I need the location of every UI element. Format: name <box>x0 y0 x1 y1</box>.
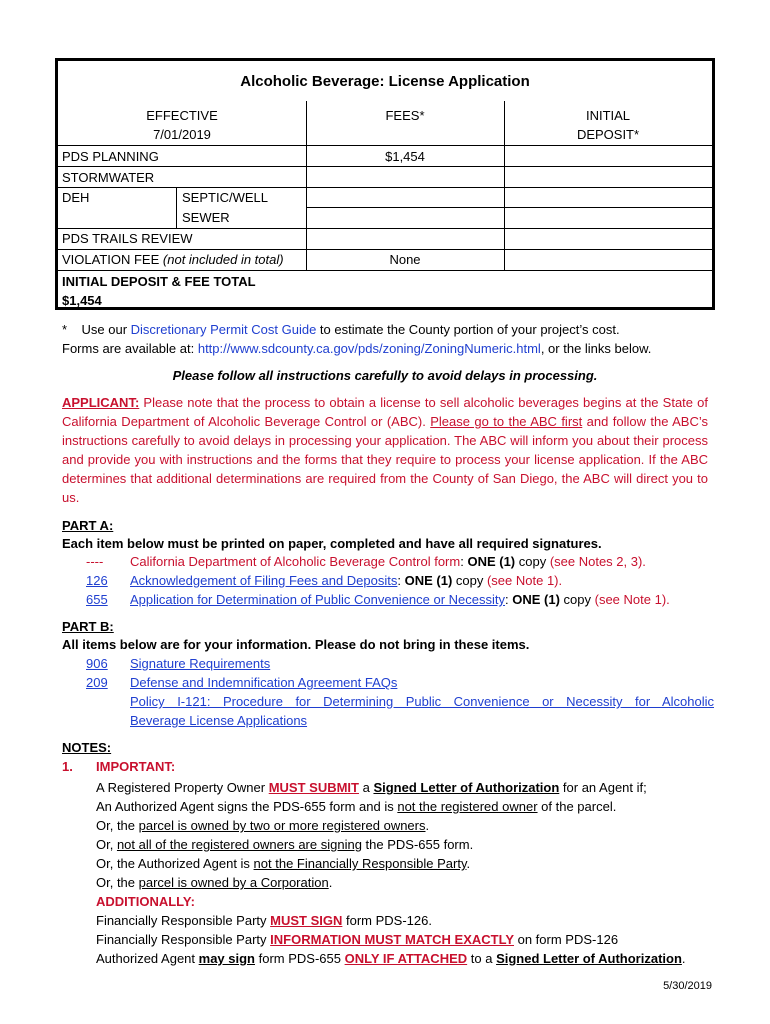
row-violation-fee: VIOLATION FEE (not included in total) <box>62 252 284 267</box>
note-line: Financially Responsible Party MUST SIGN form PDS-126. <box>96 913 432 928</box>
policy-link-line2[interactable]: Beverage License Applications <box>130 713 308 728</box>
header-fees: FEES* <box>385 108 425 123</box>
policy-link-line1[interactable]: Policy I-121: Procedure for Determining Public Convenience or Necessity for Alcoholic <box>130 694 714 709</box>
abc-form-link[interactable]: California Department of Alcoholic Beverage Control form <box>130 554 461 569</box>
divider <box>58 187 712 188</box>
row-sewer: SEWER <box>182 210 230 225</box>
note-line: Or, the parcel is owned by two or more registered owners. <box>96 818 430 833</box>
important-label: IMPORTANT: <box>96 759 176 774</box>
forms-line: Forms are available at: http://www.sdcounty.ca.gov/pds/zoning/ZoningNumeric.html, or the links below. <box>62 341 652 356</box>
note-line: Authorized Agent may sign form PDS-655 ONLY IF ATTACHED to a Signed Letter of Authorization. <box>96 951 686 966</box>
pds-planning-fee: $1,454 <box>385 149 425 164</box>
divider <box>58 145 712 146</box>
violation-fee-note: (not included in total) <box>162 252 284 267</box>
part-a-item: ---- California Department of Alcoholic Beverage Control form: ONE (1) copy (see Notes 2, 3). <box>86 554 646 569</box>
form-209-number[interactable]: 209 <box>86 675 108 690</box>
footer-date: 5/30/2019 <box>663 980 712 992</box>
fee-table <box>55 58 715 310</box>
divider <box>58 166 712 167</box>
row-deh: DEH <box>62 190 90 205</box>
applicant-label: APPLICANT: <box>62 395 140 410</box>
violation-fee-value: None <box>389 252 421 267</box>
part-a-subheading: Each item below must be printed on paper, completed and have all required signatures. <box>62 536 602 551</box>
note-line: An Authorized Agent signs the PDS-655 form and is not the registered owner of the parcel. <box>96 799 617 814</box>
row-pds-trails-review: PDS TRAILS REVIEW <box>62 231 193 246</box>
form-655-link[interactable]: Application for Determination of Public Convenience or Necessity <box>130 592 506 607</box>
signature-requirements-link[interactable]: Signature Requirements <box>130 656 271 671</box>
form-906-number[interactable]: 906 <box>86 656 108 671</box>
row-septic-well: SEPTIC/WELL <box>182 190 268 205</box>
note-number: 1. <box>62 759 73 774</box>
instructions-note: Please follow all instructions carefully to avoid delays in processing. <box>172 368 598 383</box>
note-line: Or, the Authorized Agent is not the Financially Responsible Party. <box>96 856 471 871</box>
row-total: INITIAL DEPOSIT & FEE TOTAL $1,454 <box>62 274 256 308</box>
note-line: A Registered Property Owner MUST SUBMIT a Signed Letter of Authorization for an Agent if; <box>96 780 647 795</box>
defense-faq-link[interactable]: Defense and Indemnification Agreement FAQs <box>130 675 398 690</box>
part-a-item: 126 Acknowledgement of Filing Fees and Deposits: ONE (1) copy (see Note 1). <box>86 573 563 588</box>
divider <box>306 207 712 208</box>
cost-guide-link[interactable]: Discretionary Permit Cost Guide <box>130 322 317 337</box>
note-line: Or, not all of the registered owners are signing the PDS-655 form. <box>96 837 474 852</box>
divider <box>306 101 307 270</box>
table-title: Alcoholic Beverage: License Application <box>240 73 530 90</box>
row-pds-planning: PDS PLANNING <box>62 149 159 164</box>
part-a-item: 655 Application for Determination of Public Convenience or Necessity: ONE (1) copy (see Note 1). <box>86 592 670 607</box>
cost-guide-line: * Use our Discretionary Permit Cost Guide to estimate the County portion of your project’s cost. <box>62 322 620 337</box>
divider <box>58 270 712 271</box>
form-126-number[interactable]: 126 <box>86 573 108 588</box>
total-value: $1,454 <box>62 293 102 308</box>
part-b-heading: PART B: <box>62 619 114 634</box>
notes-heading: NOTES: <box>62 740 112 755</box>
note-line: Or, the parcel is owned by a Corporation. <box>96 875 333 890</box>
form-126-link[interactable]: Acknowledgement of Filing Fees and Deposits <box>130 573 398 588</box>
part-b-subheading: All items below are for your information. Please do not bring in these items. <box>62 637 530 652</box>
applicant-paragraph: APPLICANT: Please note that the process to obtain a license to sell alcoholic beverages begins at the State of California Department of Alcoholic Beverage Control or (ABC). Please go to the ABC first and follow the ABC’s instructions carefully to avoid delays in processing your application. The ABC will inform you about their process and provide you with instructions and the forms that they require to process your license application. If the ABC determines that additional determinations are required from the County of San Diego, the ABC will direct you to us. <box>62 395 708 505</box>
header-initial-deposit: INITIAL DEPOSIT* <box>576 108 640 142</box>
forms-url-link[interactable]: http://www.sdcounty.ca.gov/pds/zoning/ZoningNumeric.html <box>197 341 541 356</box>
form-655-number[interactable]: 655 <box>86 592 108 607</box>
part-a-heading: PART A: <box>62 518 114 533</box>
note-line: Financially Responsible Party INFORMATION MUST MATCH EXACTLY on form PDS-126 <box>96 932 619 947</box>
additionally-label: ADDITIONALLY: <box>96 894 195 909</box>
abc-first-link[interactable]: Please go to the ABC first <box>430 414 583 429</box>
header-effective: EFFECTIVE 7/01/2019 <box>146 108 218 142</box>
divider <box>176 187 177 228</box>
part-b-item <box>86 674 397 692</box>
part-b-item <box>86 655 270 673</box>
row-stormwater: STORMWATER <box>62 170 155 185</box>
